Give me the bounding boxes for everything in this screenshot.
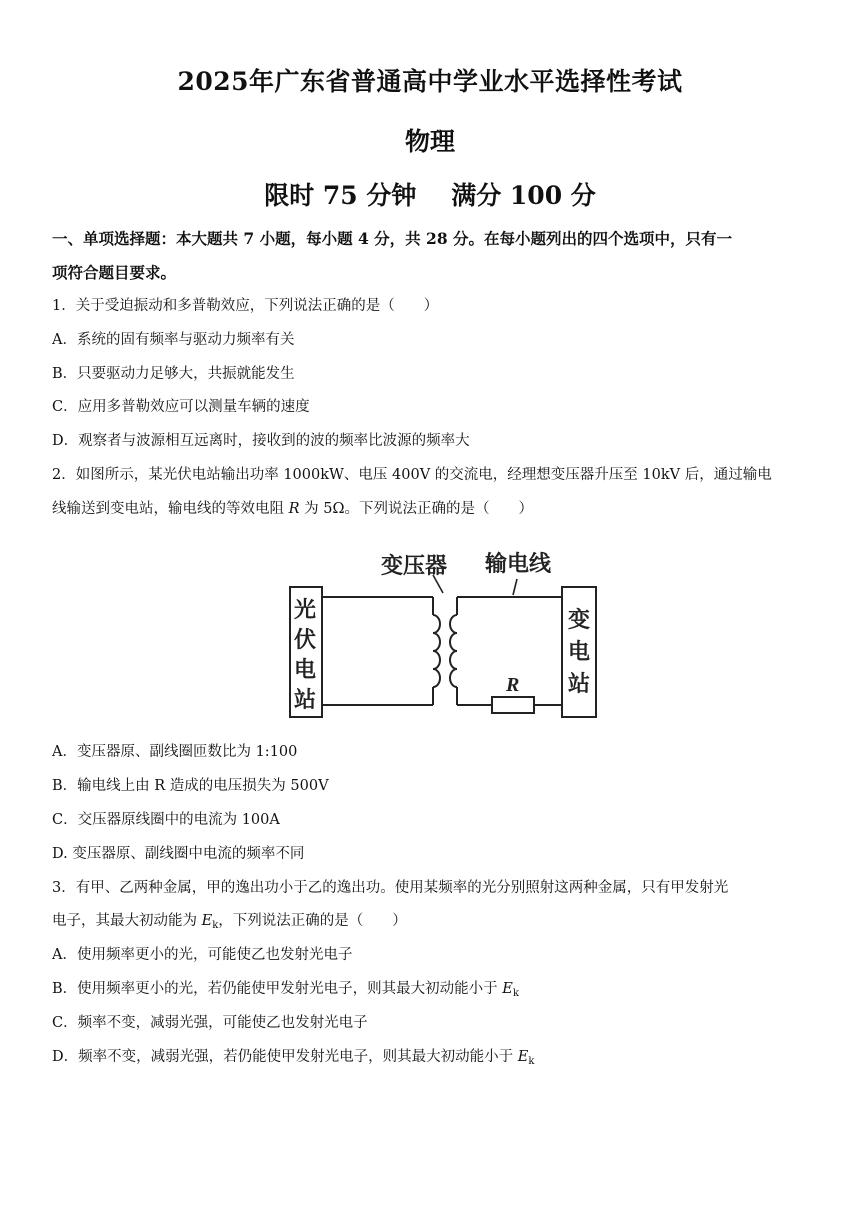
ek-symbol-b (502, 981, 519, 997)
circuit-diagram (285, 545, 605, 725)
q1-option-c: C．应用多普勒效应可以测量车辆的速度 (52, 399, 310, 415)
exam-title: 2025年广东省普通高中学业水平选择性考试 (177, 67, 683, 96)
ek-symbol-d (518, 1049, 535, 1065)
ek-e: E (201, 913, 213, 929)
q2-stem-text-a: 线输送到变电站，输电线的等效电阻 (52, 501, 289, 517)
q3-stem-text-b: ，下列说法正确的是（ ） (218, 913, 407, 929)
ek-symbol (202, 913, 219, 929)
label-transmission-line: 输电线 (485, 552, 552, 577)
section-heading-cont: 项符合题目要求。 (52, 263, 177, 282)
pv-char-4: 站 (294, 688, 317, 713)
label-transformer: 变压器 (381, 554, 448, 579)
q2-option-a: A．变压器原、副线圈匝数比为 1:100 (52, 744, 298, 760)
resistor-label: R (506, 674, 520, 696)
q3-stem: 3．有甲、乙两种金属，甲的逸出功小于乙的逸出功。使用某频率的光分别照射这两种金属，只有甲发射光 (52, 880, 729, 896)
q1-option-d: D．观察者与波源相互远离时，接收到的波的频率比波源的频率大 (52, 433, 470, 449)
sub-char-1: 变 (568, 608, 591, 633)
section-heading: 一、单项选择题：本大题共 7 小题，每小题 4 分，共 28 分。在每小题列出的四个选项中，只有一 (52, 229, 733, 248)
q2-stem: 2．如图所示，某光伏电站输出功率 1000kW、电压 400V 的交流电，经理想变压器升压至 10kV 后，通过输电 (52, 467, 772, 483)
subject-title: 物理 (404, 127, 455, 156)
q3-stem-text-a: 电子，其最大初动能为 (52, 913, 202, 929)
q2-option-b: B．输电线上由 R 造成的电压损失为 500V (52, 778, 329, 794)
sub-char-2: 电 (568, 640, 591, 665)
q1-stem: 1．关于受迫振动和多普勒效应，下列说法正确的是（ ） (52, 298, 439, 314)
ek-e-b: E (502, 981, 513, 997)
pv-char-3: 电 (294, 658, 317, 683)
ek-sub-b: k (512, 988, 519, 999)
q3-stem-cont (52, 911, 812, 936)
q1-option-a: A．系统的固有频率与驱动力频率有关 (52, 332, 295, 348)
q3-option-d-text: D．频率不变，减弱光强，若仍能使甲发射光电子，则其最大初动能小于 (52, 1049, 518, 1065)
sub-char-3: 站 (568, 672, 591, 697)
ek-e-d: E (517, 1049, 529, 1065)
pv-char-1: 光 (294, 598, 317, 623)
q3-option-b (52, 979, 812, 1004)
ek-sub-d: k (528, 1056, 535, 1067)
q3-option-a: A．使用频率更小的光，可能使乙也发射光电子 (52, 947, 353, 963)
q2-stem-cont (52, 499, 812, 519)
primary-coil (433, 615, 440, 687)
ek-sub: k (212, 920, 219, 931)
q2-option-d: D. 变压器原、副线圈中电流的频率不同 (52, 846, 305, 862)
q3-option-b-text: B．使用频率更小的光，若仍能使甲发射光电子，则其最大初动能小于 (52, 981, 503, 997)
q3-option-d (52, 1047, 812, 1072)
pv-char-2: 伏 (294, 628, 317, 653)
q2-option-c: C．交压器原线圈中的电流为 100A (52, 812, 280, 828)
resistor (492, 697, 534, 713)
q3-option-c: C．频率不变，减弱光强，可能使乙也发射光电子 (52, 1015, 368, 1031)
q2-stem-r: R (288, 501, 300, 517)
time-score-info: 限时 75 分钟 满分 100 分 (264, 181, 596, 210)
q1-option-b: B．只要驱动力足够大，共振就能发生 (52, 366, 295, 382)
q2-stem-text-b: 为 5Ω。下列说法正确的是（ ） (299, 501, 533, 517)
secondary-coil (450, 615, 457, 687)
